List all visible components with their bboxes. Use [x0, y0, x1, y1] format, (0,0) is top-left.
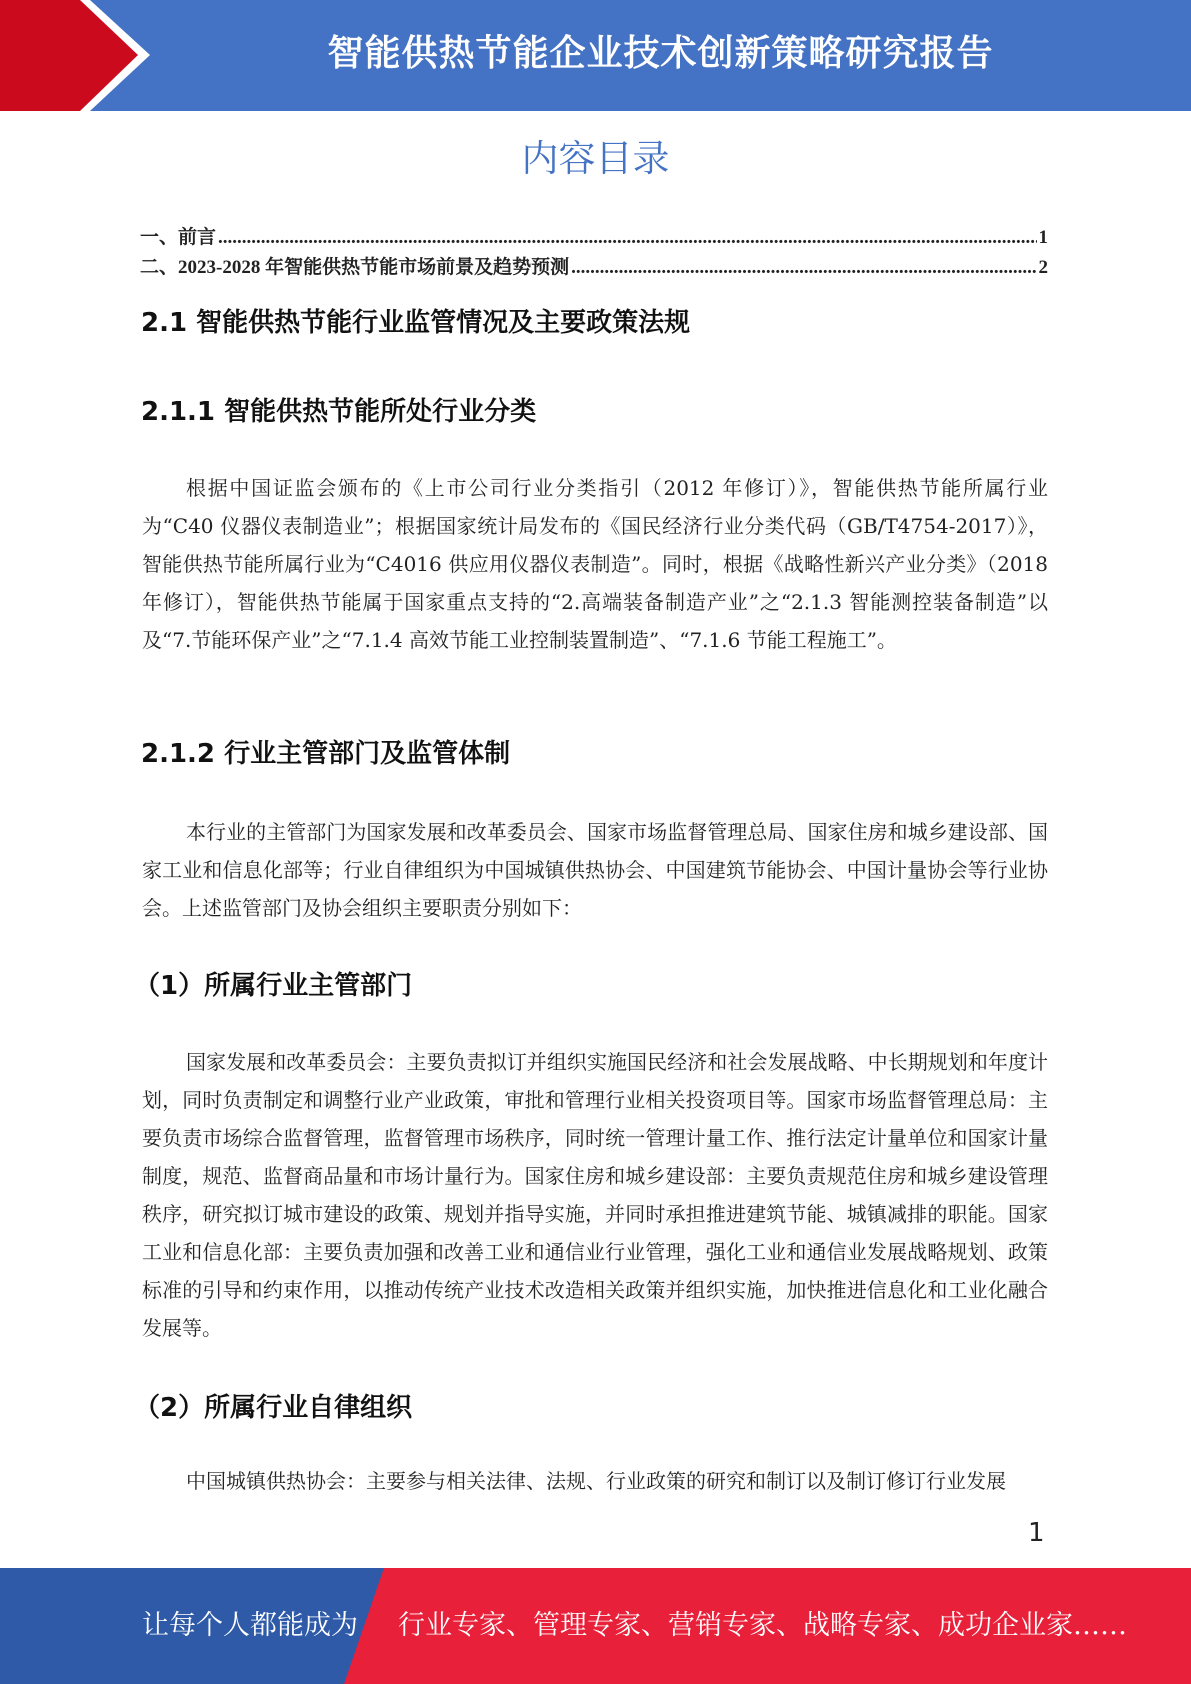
page-footer — [0, 1568, 1191, 1684]
report-title: 智能供热节能企业技术创新策略研究报告 — [327, 33, 994, 74]
toc-entry-page: 2 — [1038, 257, 1048, 278]
section-heading-self-regulatory-organizations: （2）所属行业自律组织 — [134, 1393, 413, 1423]
toc-leader-dots — [571, 257, 1036, 279]
toc-entry-label: 二、2023-2028 年智能供热节能市场前景及趋势预测 — [140, 257, 570, 278]
section-heading-2-1: 2.1 智能供热节能行业监管情况及主要政策法规 — [141, 308, 691, 338]
paragraph-competent-departments: 国家发展和改革委员会：主要负责拟订并组织实施国民经济和社会发展战略、中长期规划和年度计划，同时负责制定和调整行业产业政策，审批和管理行业相关投资项目等。国家市场监督管理总局：主要负责市场综合监督管理，监督管理市场秩序，同时统一管理计量工作、推行法定计量单位和国家计量制度，规范、监督商品量和市场计量行为。国家住房和城乡建设部：主要负责规范住房和城乡建设管理秩序，研究拟订城市建设的政策、规划并指导实施，并同时承担推进建筑节能、城镇减排的职能。国家工业和信息化部：主要负责加强和改善工业和通信业行业管理，强化工业和通信业发展战略规划、政策标准的引导和约束作用，以推动传统产业技术改造相关政策并组织实施，加快推进信息化和工业化融合发展等。 — [142, 1050, 1048, 1340]
toc-entry-preface[interactable] — [140, 222, 1048, 252]
paragraph-self-regulatory-organizations: 中国城镇供热协会：主要参与相关法律、法规、行业政策的研究和制订以及制订修订行业发展 — [186, 1469, 1006, 1493]
toc-entry-market-outlook[interactable] — [140, 252, 1048, 282]
toc-entry-label: 一、前言 — [140, 227, 217, 248]
page-header — [0, 0, 1191, 111]
table-of-contents — [140, 222, 1048, 282]
paragraph-industry-classification: 根据中国证监会颁布的《上市公司行业分类指引（2012 年修订）》，智能供热节能所属行业为“C40 仪器仪表制造业”；根据国家统计局发布的《国民经济行业分类代码（GB/T4754-2017）》，智能供热节能所属行业为“C4016 供应用仪器仪表制造”。同时，根据《战略性新兴产业分类》（2018 年修订），智能供热节能属于国家重点支持的“2.高端装备制造产业”之“2.1.3 智能测控装备制造”以及“7.节能环保产业”之“7.1.4 高效节能工业控制装置制造”、“7.1.6 节能工程施工”。 — [142, 476, 1048, 652]
footer-slogan-right: 行业专家、管理专家、营销专家、战略专家、成功企业家…… — [398, 1610, 1127, 1641]
page-number: 1 — [1028, 1518, 1045, 1548]
section-heading-2-1-1: 2.1.1 智能供热节能所处行业分类 — [141, 397, 537, 427]
paragraph-regulatory-overview: 本行业的主管部门为国家发展和改革委员会、国家市场监督管理总局、国家住房和城乡建设部、国家工业和信息化部等；行业自律组织为中国城镇供热协会、中国建筑节能协会、中国计量协会等行业协会。上述监管部门及协会组织主要职责分别如下： — [142, 820, 1048, 920]
toc-entry-page: 1 — [1038, 227, 1048, 248]
toc-leader-dots — [218, 227, 1036, 249]
section-heading-2-1-2: 2.1.2 行业主管部门及监管体制 — [141, 739, 511, 769]
toc-title: 内容目录 — [521, 137, 670, 180]
footer-slogan-left: 让每个人都能成为 — [142, 1610, 358, 1641]
section-heading-competent-departments: （1）所属行业主管部门 — [134, 971, 413, 1001]
